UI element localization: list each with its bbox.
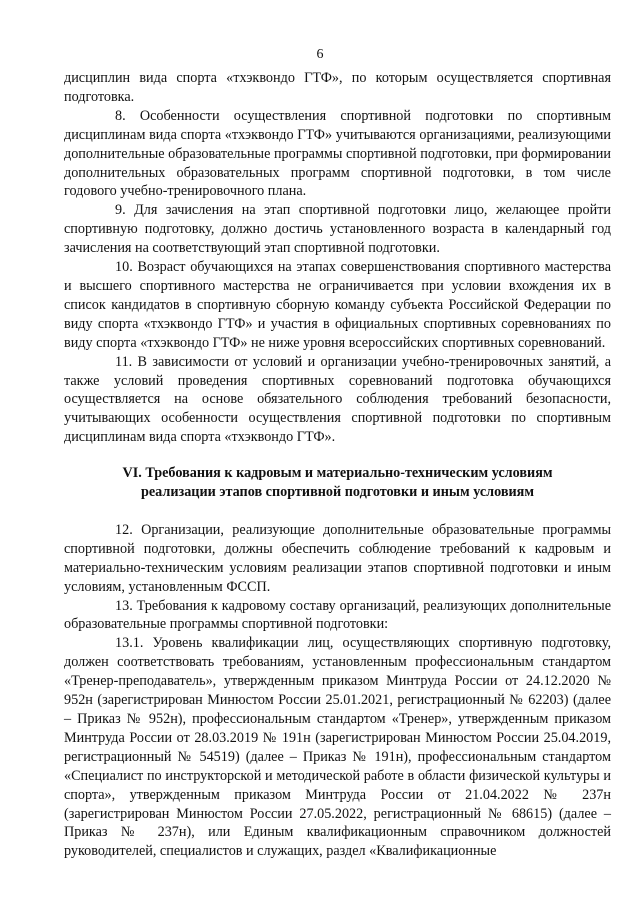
section-heading: VI. Требования к кадровым и материально-техническим условиям реализации этапов спортивной подготовки и иным условиям (122, 465, 553, 501)
paragraph-10: 10. Возраст обучающихся на этапах совершенствования спортивного мастерства и высшего спортивного мастерства не ограничивается при условии вхождения их в список кандидатов в спортивную сборную команду субъекта Российской Федерации по виду спорта «тхэквондо ГТФ» и участия в официальных спортивных соревнованиях по виду спорта «тхэквондо ГТФ» не ниже уровня всероссийских спортивных соревнований. (64, 259, 611, 351)
paragraph-9: 9. Для зачисления на этап спортивной подготовки лицо, желающее пройти спортивную подготовку, должно достичь установленного возраста в календарный год зачисления на соответствующий этап спортивной подготовки. (64, 202, 611, 257)
paragraph-11: 11. В зависимости от условий и организации учебно-тренировочных занятий, а также условий проведения спортивных соревнований подготовка обучающихся осуществляется на основе обязательного соблюдения требований безопасности, учитывающих особенности осуществления спортивной подготовки по спортивным дисциплинам вида спорта «тхэквондо ГТФ». (64, 353, 611, 446)
paragraph-13-1: 13.1. Уровень квалификации лиц, осуществляющих спортивную подготовку, должен соответствовать требованиям, установленным профессиональным стандартом «Тренер-преподаватель», утвержденным приказом Минтруда России от 24.12.2020 № 952н (зарегистрирован Минюстом России 25.01.2021, регистрационный № 62203) (далее – Приказ № 952н), профессиональным стандартом «Тренер», утвержденным приказом Минтруда России от 28.03.2019 № 191н (зарегистрирован Минюстом России 25.04.2019, регистрационный № 54519) (далее – Приказ № 191н), профессиональным стандартом «Специалист по инструкторской и методической работе в области физической культуры и спорта», утвержденным приказом Минтруда России от 21.04.2022 № 237н (зарегистрирован Минюстом России 27.05.2022, регистрационный № 68615) (далее – Приказ № 237н), или Единым квалификационным справочником должностей руководителей, специалистов и служащих, раздел «Квалификационные (64, 635, 611, 860)
page-number: 6 (316, 47, 324, 62)
paragraph-continuation: дисциплин вида спорта «тхэквондо ГТФ», по которым осуществляется спортивная подготовка. (64, 70, 611, 105)
paragraph-13: 13. Требования к кадровому составу организаций, реализующих дополнительные образовательные программы спортивной подготовки: (64, 597, 611, 633)
paragraph-8: 8. Особенности осуществления спортивной подготовки по спортивным дисциплинам вида спорта «тхэквондо ГТФ» учитываются организациями, реализующими дополнительные образовательные программы спортивной подготовки, при формировании дополнительных образовательных программ спортивной подготовки, в том числе годового учебно-тренировочного плана. (64, 107, 611, 200)
paragraph-12: 12. Организации, реализующие дополнительные образовательные программы спортивной подготовки, должны обеспечить соблюдение требований к кадровым и материально-техническим условиям реализации этапов спортивной подготовки и иным условиям, установленным ФССП. (64, 521, 611, 595)
document-body (64, 69, 611, 861)
